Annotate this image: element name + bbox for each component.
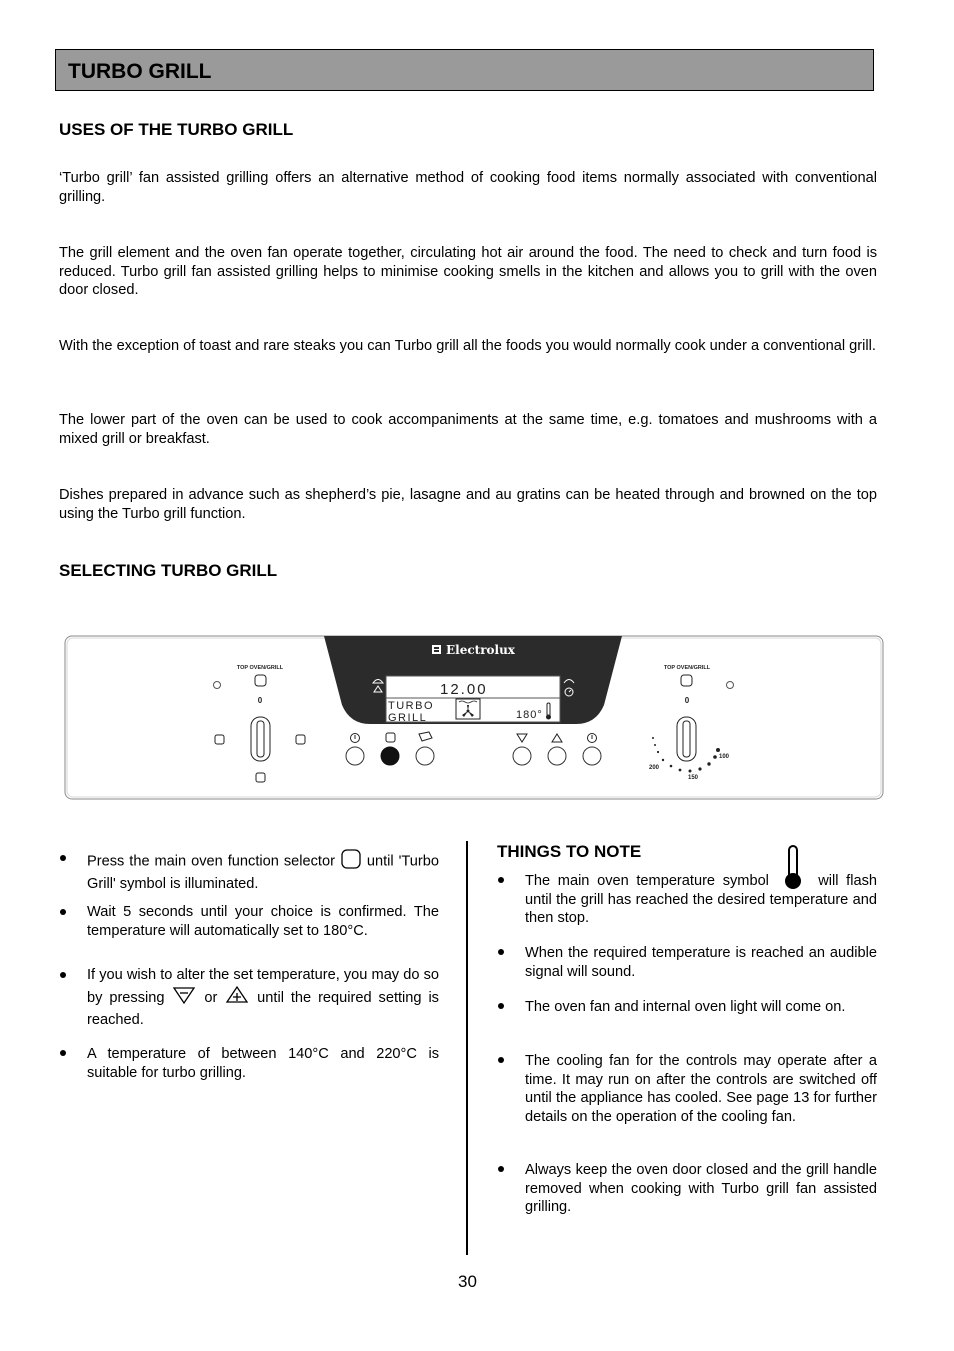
uses-paragraph-5: Dishes prepared in advance such as shepherd’s pie, lasagne and au gratins can be heated through and browned on the top using the Turbo grill function. [59, 487, 877, 522]
dial-mark-200: 200 [649, 765, 660, 771]
right-knob-zero: 0 [684, 696, 690, 705]
bullet-dot [498, 1166, 504, 1172]
uses-paragraph-3: With the exception of toast and rare steaks you can Turbo grill all the foods you would normally cook under a conventional grill. [59, 338, 876, 354]
timer-button [583, 747, 601, 765]
bullet-dot [498, 1057, 504, 1063]
display-time: 12.00 [440, 681, 488, 698]
uses-paragraph-4: The lower part of the oven can be used to cook accompaniments at the same time, e.g. tomatoes and mushrooms with a mixed grill or breakfast. [59, 412, 877, 447]
right-knob-label: TOP OVEN/GRILL [663, 665, 711, 671]
bullet-dot [498, 1003, 504, 1009]
control-panel-diagram [64, 635, 884, 801]
display-mode-line1: TURBO [388, 700, 434, 712]
thermometer-icon [777, 872, 811, 890]
left-knob [251, 717, 270, 761]
plus-button-icon [224, 985, 250, 1011]
page-number: 30 [458, 1272, 477, 1291]
note-bullet-1-text-after: will flash until the grill has reached the desired temperature and then stop. [525, 873, 877, 926]
minus-button-icon [171, 985, 197, 1011]
programme-button [416, 747, 434, 765]
note-bullet-1 [525, 872, 877, 928]
things-to-note-heading: THINGS TO NOTE [497, 842, 642, 861]
note-bullet-5: Always keep the oven door closed and the grill handle removed when cooking with Turbo grill fan assisted grilling. [525, 1162, 877, 1215]
left-bullet-3 [87, 966, 439, 1030]
note-bullet-1-text: The main oven temperature symbol [525, 873, 769, 889]
dial-mark-150: 150 [688, 775, 699, 781]
page-title-bar [55, 49, 874, 91]
minus-button [513, 747, 531, 765]
left-bullet-2: Wait 5 seconds until your choice is confirmed. The temperature will automatically set to 180°C. [87, 904, 439, 939]
left-knob-zero: 0 [257, 696, 263, 705]
function-selector-icon [340, 849, 362, 875]
dial-mark-100: 100 [719, 754, 730, 760]
electrolux-logo-icon [432, 645, 441, 654]
display-temp: 180° [516, 709, 543, 721]
function-button-pressed [381, 747, 399, 765]
left-bullet-4: A temperature of between 140°C and 220°C is suitable for turbo grilling. [87, 1046, 439, 1081]
left-knob-label: TOP OVEN/GRILL [236, 665, 284, 671]
uses-heading: USES OF THE TURBO GRILL [59, 120, 294, 139]
note-bullet-2: When the required temperature is reached an audible signal will sound. [525, 945, 877, 980]
note-bullet-4: The cooling fan for the controls may operate after a time. It may run on after the controls are switched off until the appliance has cooled. See page 13 for further details on the operation of the cooling fan. [525, 1053, 877, 1125]
page-title: TURBO GRILL [68, 60, 212, 83]
left-bullet-3-text: If you wish to alter the set temperature, you may do so by pressing [87, 967, 439, 1006]
bullet-dot [498, 877, 504, 883]
column-divider [466, 841, 468, 1255]
note-bullet-3: The oven fan and internal oven light will come on. [525, 999, 846, 1015]
plus-button [548, 747, 566, 765]
left-bullet-1-text: Press the main oven function selector [87, 853, 335, 870]
selecting-heading: SELECTING TURBO GRILL [59, 561, 278, 580]
bullet-dot [60, 855, 66, 861]
bullet-dot [498, 949, 504, 955]
left-bullet-3-or: or [204, 989, 218, 1006]
right-knob [677, 717, 696, 761]
uses-paragraph-1: ‘Turbo grill’ fan assisted grilling offers an alternative method of cooking food items normally associated with conventional grilling. [59, 170, 877, 205]
bullet-dot [60, 909, 66, 915]
bullet-dot [60, 972, 66, 978]
left-bullet-3-text-after: until the required setting is reached. [87, 989, 439, 1028]
bullet-dot [60, 1050, 66, 1056]
light-button [346, 747, 364, 765]
display-mode-line2: GRILL [388, 712, 428, 724]
uses-paragraph-2: The grill element and the oven fan operate together, circulating hot air around the food. The need to check and turn food is reduced. Turbo grill fan assisted grilling helps to minimise cooking smells in the kitchen and allows you to grill with the oven door closed. [59, 245, 877, 298]
brand-name: Electrolux [446, 643, 515, 657]
left-bullet-1-text-after: until 'Turbo Grill' symbol is illuminated. [87, 853, 439, 892]
left-bullet-1 [87, 849, 439, 893]
